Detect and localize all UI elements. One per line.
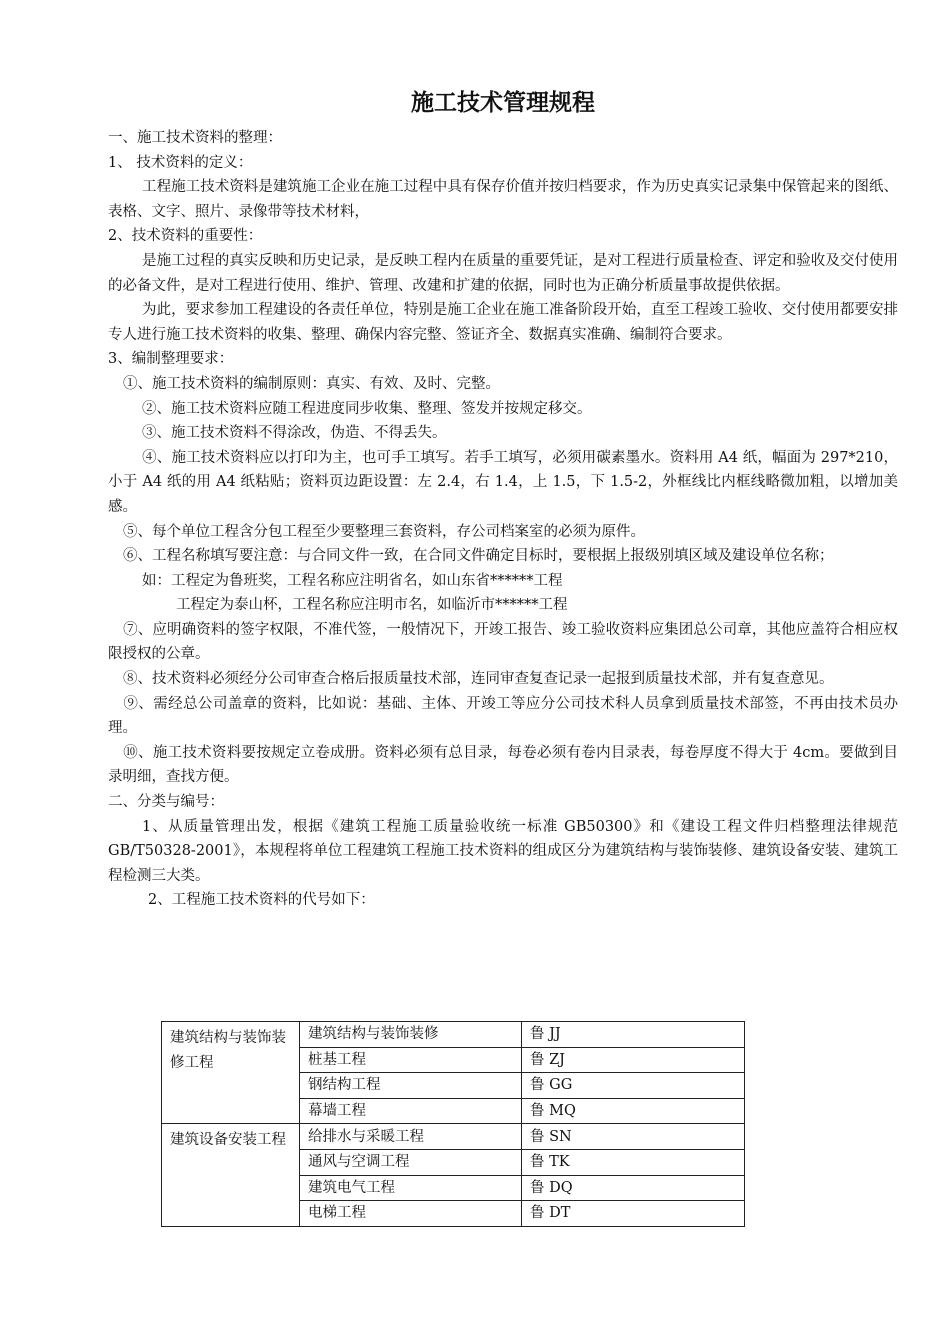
requirement-item: ⑧、技术资料必须经分公司审查合格后报质量技术部，连同审查复查记录一起报到质量技术部，并有复查意见。 — [123, 671, 834, 688]
table-row — [162, 1022, 745, 1048]
group-cell: 建筑结构与装饰装修工程 — [162, 1022, 300, 1124]
section-heading: 二、分类与编号： — [108, 794, 224, 811]
requirement-item: ⑤、每个单位工程含分包工程至少要整理三套资料，存公司档案室的必须为原件。 — [123, 523, 645, 540]
group-cell: 建筑设备安装工程 — [162, 1124, 300, 1226]
requirement-item: ⑦、应明确资料的签字权限，不准代签，一般情况下，开竣工报告、竣工验收资料应集团总公司章，其他应盖符合相应权限授权的公章。 — [108, 621, 898, 663]
paragraph: 为此，要求参加工程建设的各责任单位，特别是施工企业在施工准备阶段开始，直至工程竣工验收、交付使用都要安排专人进行施工技术资料的收集、整理、确保内容完整、签证齐全、数据真实准确、编制符合要求。 — [108, 302, 898, 343]
category-name: 幕墙工程 — [300, 1098, 522, 1124]
category-name: 电梯工程 — [300, 1201, 522, 1227]
paragraph: 1、从质量管理出发，根据《建筑工程施工质量验收统一标准 GB50300》和《建设工程文件归档整理法律规范 GB/T50328-2001》，本规程将单位工程建筑工程施工技术资料的组成区分为建筑结构与装饰装修、建筑设备安装、建筑工程检测三大类。 — [108, 818, 898, 884]
category-name: 建筑电气工程 — [300, 1175, 522, 1201]
category-name: 钢结构工程 — [300, 1073, 522, 1099]
example-line: 工程定为泰山杯，工程名称应注明市名，如临沂市******工程 — [176, 597, 568, 614]
category-name: 建筑结构与装饰装修 — [300, 1022, 522, 1048]
requirement-item: ⑩、施工技术资料要按规定立卷成册。资料必须有总目录，每卷必须有卷内目录表，每卷厚度不得大于 4cm。要做到目录明细，查找方便。 — [108, 744, 898, 786]
category-code: 鲁 SN — [522, 1124, 745, 1150]
subsection-heading: 2、技术资料的重要性： — [108, 228, 263, 245]
subsection-heading: 1、 技术资料的定义： — [108, 154, 253, 171]
table-row — [162, 1124, 745, 1150]
paragraph: 是施工过程的真实反映和历史记录，是反映工程内在质量的重要凭证，是对工程进行质量检查、评定和验收及交付使用的必备文件，是对工程进行使用、维护、管理、改建和扩建的依据，同时也为正确分析质量事故提供依据。 — [108, 252, 898, 294]
requirement-item: ②、施工技术资料应随工程进度同步收集、整理、签发并按规定移交。 — [142, 400, 592, 417]
example-line: 如：工程定为鲁班奖，工程名称应注明省名，如山东省******工程 — [142, 572, 563, 589]
category-code: 鲁 MQ — [522, 1098, 745, 1124]
table-caption: 2、工程施工技术资料的代号如下： — [148, 892, 375, 909]
subsection-heading: 3、编制整理要求： — [108, 351, 234, 368]
requirement-item: ①、施工技术资料的编制原则：真实、有效、及时、完整。 — [123, 375, 500, 392]
category-name: 桩基工程 — [300, 1047, 522, 1073]
category-code: 鲁 ZJ — [522, 1047, 745, 1073]
requirement-item: ④、施工技术资料应以打印为主，也可手工填写。若手工填写，必须用碳素墨水。资料用 A4 纸，幅面为 297*210，小于 A4 纸的用 A4 纸粘贴；资料页边距设置：左 2.4，右 1.4，上 1.5，下 1.5-2，外框线比内框线略微加粗，以增加美感。 — [108, 449, 898, 515]
requirement-item: ③、施工技术资料不得涂改，伪造、不得丢失。 — [142, 425, 447, 442]
paragraph: 工程施工技术资料是建筑施工企业在施工过程中具有保存价值并按归档要求，作为历史真实记录集中保管起来的图纸、表格、文字、照片、录像带等技术材料， — [108, 179, 898, 220]
category-code: 鲁 DQ — [522, 1175, 745, 1201]
requirement-item: ⑨、需经总公司盖章的资料，比如说：基础、主体、开竣工等应分公司技术科人员拿到质量技术部签，不再由技术员办理。 — [108, 695, 898, 737]
category-name: 通风与空调工程 — [300, 1149, 522, 1175]
category-code: 鲁 JJ — [522, 1022, 745, 1048]
category-code: 鲁 DT — [522, 1201, 745, 1227]
category-code: 鲁 TK — [522, 1149, 745, 1175]
category-code: 鲁 GG — [522, 1073, 745, 1099]
code-table — [161, 1021, 745, 1227]
category-name: 给排水与采暖工程 — [300, 1124, 522, 1150]
section-heading: 一、施工技术资料的整理： — [108, 130, 282, 146]
requirement-item: ⑥、工程名称填写要注意：与合同文件一致，在合同文件确定目标时，要根据上报级别填区域及建设单位名称； — [123, 548, 834, 565]
page-title: 施工技术管理规程 — [411, 90, 595, 116]
document-page — [108, 86, 898, 913]
